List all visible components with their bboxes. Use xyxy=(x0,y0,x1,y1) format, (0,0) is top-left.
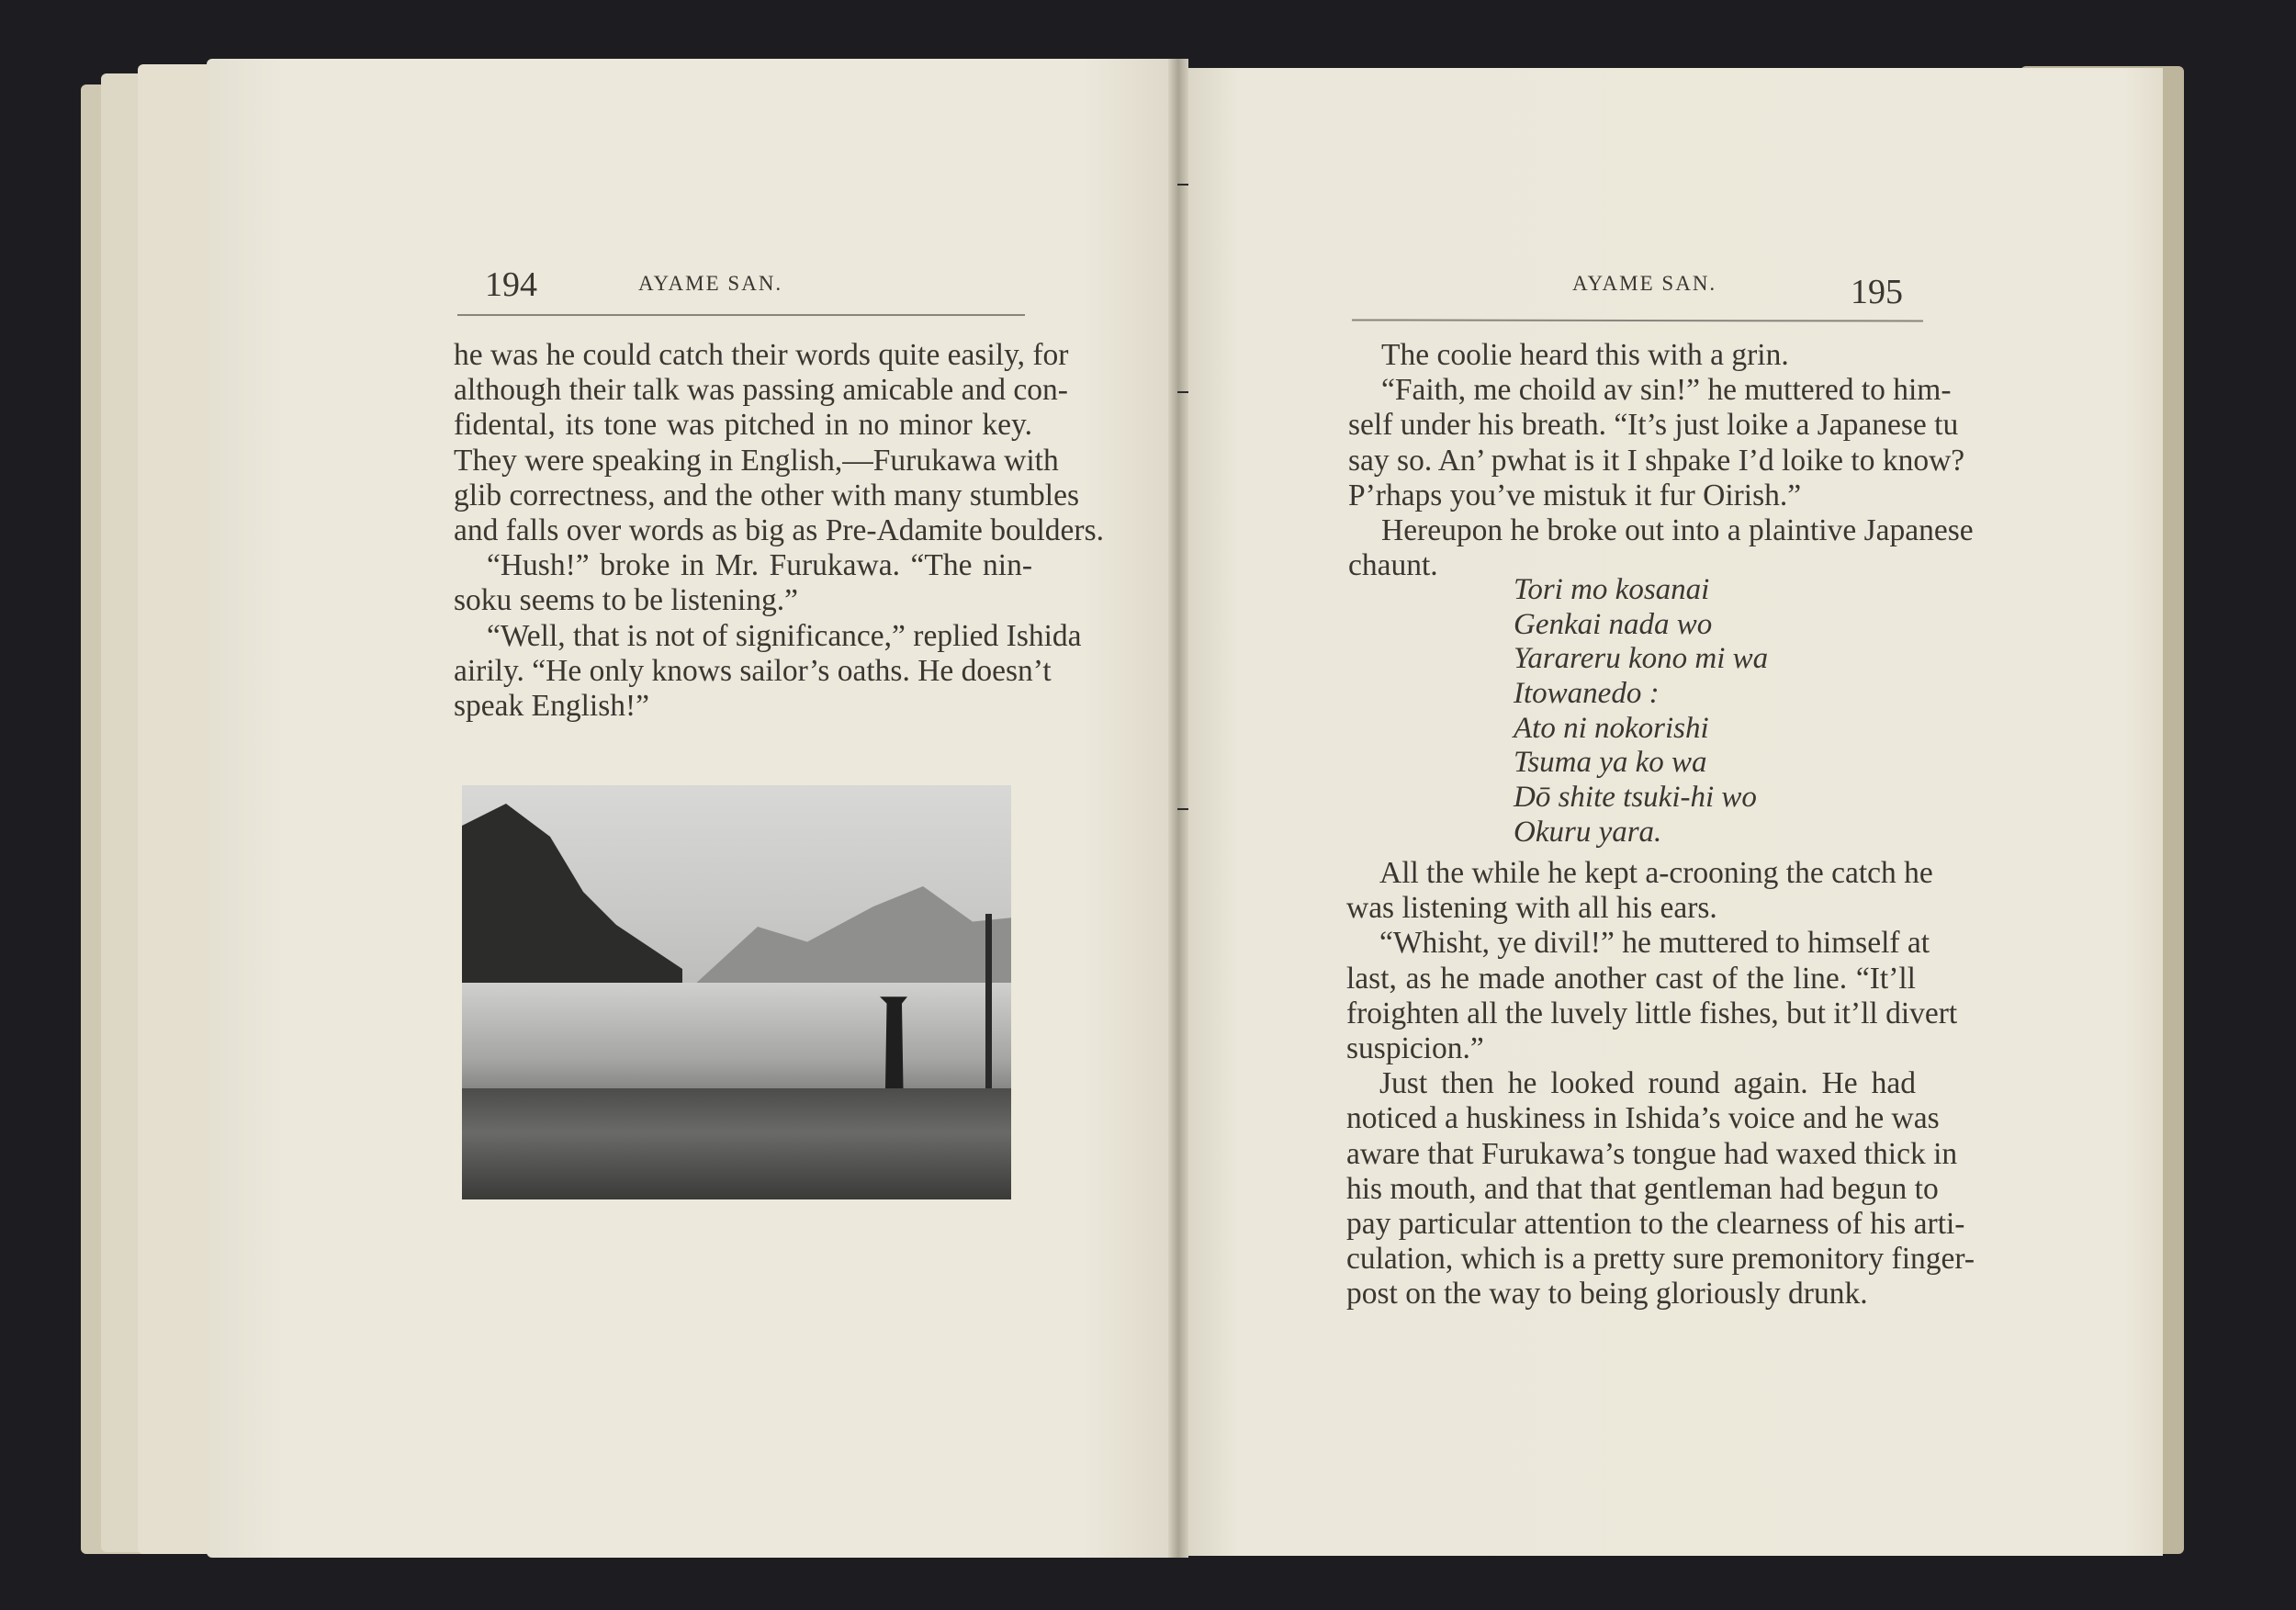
right-text-block-top xyxy=(1348,338,1974,583)
page-number-left: 194 xyxy=(485,265,537,304)
text-line: he was he could catch their words quite easily, for xyxy=(454,338,1069,372)
mountains xyxy=(692,886,1011,987)
text-line: was listening with all his ears. xyxy=(1346,891,1717,926)
text-line: noticed a huskiness in Ishida’s voice and he was xyxy=(1346,1101,1940,1136)
text-line: and falls over words as big as Pre-Adamite boulders. xyxy=(454,512,1104,547)
text-line: soku seems to be listening.” xyxy=(454,583,798,618)
right-text-block-bottom xyxy=(1346,856,1975,1312)
text-line: airily. “He only knows sailor’s oaths. He doesn’t xyxy=(454,653,1052,688)
photograph-lake-fisherman xyxy=(462,785,1011,1199)
text-line: speak English!” xyxy=(454,688,650,723)
poem xyxy=(1514,573,1768,850)
text-line: self under his breath. “It’s just loike a Japanese tu xyxy=(1348,408,1959,443)
text-line: They were speaking in English,—Furukawa with xyxy=(454,443,1059,478)
text-line: fidental, its tone was pitched in no minor key. xyxy=(454,408,1032,443)
text-line: post on the way to being gloriously drunk. xyxy=(1346,1277,1868,1312)
text-line: chaunt. xyxy=(1348,548,1438,583)
poem-line: Okuru yara. xyxy=(1514,815,1662,849)
text-line: The coolie heard this with a grin. xyxy=(1381,338,1789,372)
text-line: say so. An’ pwhat is it I shpake I’d loike to know? xyxy=(1348,443,1965,478)
poem-line: Dō shite tsuki-hi wo xyxy=(1514,781,1757,815)
text-line: although their talk was passing amicable and con- xyxy=(454,373,1068,408)
gutter-mark xyxy=(1177,391,1188,393)
text-line: P’rhaps you’ve mistuk it fur Oirish.” xyxy=(1348,478,1802,512)
gutter-mark xyxy=(1177,184,1188,186)
poem-line: Ato ni nokorishi xyxy=(1514,711,1709,745)
text-line: glib correctness, and the other with many stumbles xyxy=(454,478,1080,512)
left-text-block xyxy=(454,338,1104,724)
running-head-left: AYAME SAN. xyxy=(638,272,783,295)
text-line: Hereupon he broke out into a plaintive Japanese xyxy=(1381,512,1974,547)
text-line: pay particular attention to the clearness of his arti- xyxy=(1346,1206,1965,1241)
poem-line: Genkai nada wo xyxy=(1514,607,1713,641)
pole xyxy=(985,914,992,1107)
text-line: All the while he kept a-crooning the catch he xyxy=(1379,856,1933,890)
dock-logs xyxy=(462,1088,1011,1199)
text-line: Just then he looked round again. He had xyxy=(1379,1066,1916,1101)
poem-line: Tori mo kosanai xyxy=(1514,573,1710,606)
poem-line: Tsuma ya ko wa xyxy=(1514,746,1707,780)
running-head-right: AYAME SAN. xyxy=(1572,272,1717,295)
text-line: last, as he made another cast of the line. “It’ll xyxy=(1346,961,1916,996)
text-line: “Hush!” broke in Mr. Furukawa. “The nin- xyxy=(487,548,1032,583)
page-number-right: 195 xyxy=(1851,273,1903,311)
poem-line: Itowanedo : xyxy=(1514,677,1660,711)
header-rule-left xyxy=(457,314,1025,316)
text-line: “Faith, me choild av sin!” he muttered to him- xyxy=(1381,373,1952,408)
poem-line: Yarareru kono mi wa xyxy=(1514,642,1769,676)
text-line: suspicion.” xyxy=(1346,1030,1484,1065)
text-line: froighten all the luvely little fishes, but it’ll divert xyxy=(1346,996,1958,1030)
text-line: “Well, that is not of significance,” replied Ishida xyxy=(487,618,1082,653)
text-line: “Whisht, ye divil!” he muttered to himself at xyxy=(1379,926,1930,961)
text-line: aware that Furukawa’s tongue had waxed thick in xyxy=(1346,1136,1958,1171)
text-line: his mouth, and that that gentleman had begun to xyxy=(1346,1171,1939,1206)
gutter-mark xyxy=(1177,808,1188,810)
text-line: culation, which is a pretty sure premonitory finger- xyxy=(1346,1242,1975,1277)
